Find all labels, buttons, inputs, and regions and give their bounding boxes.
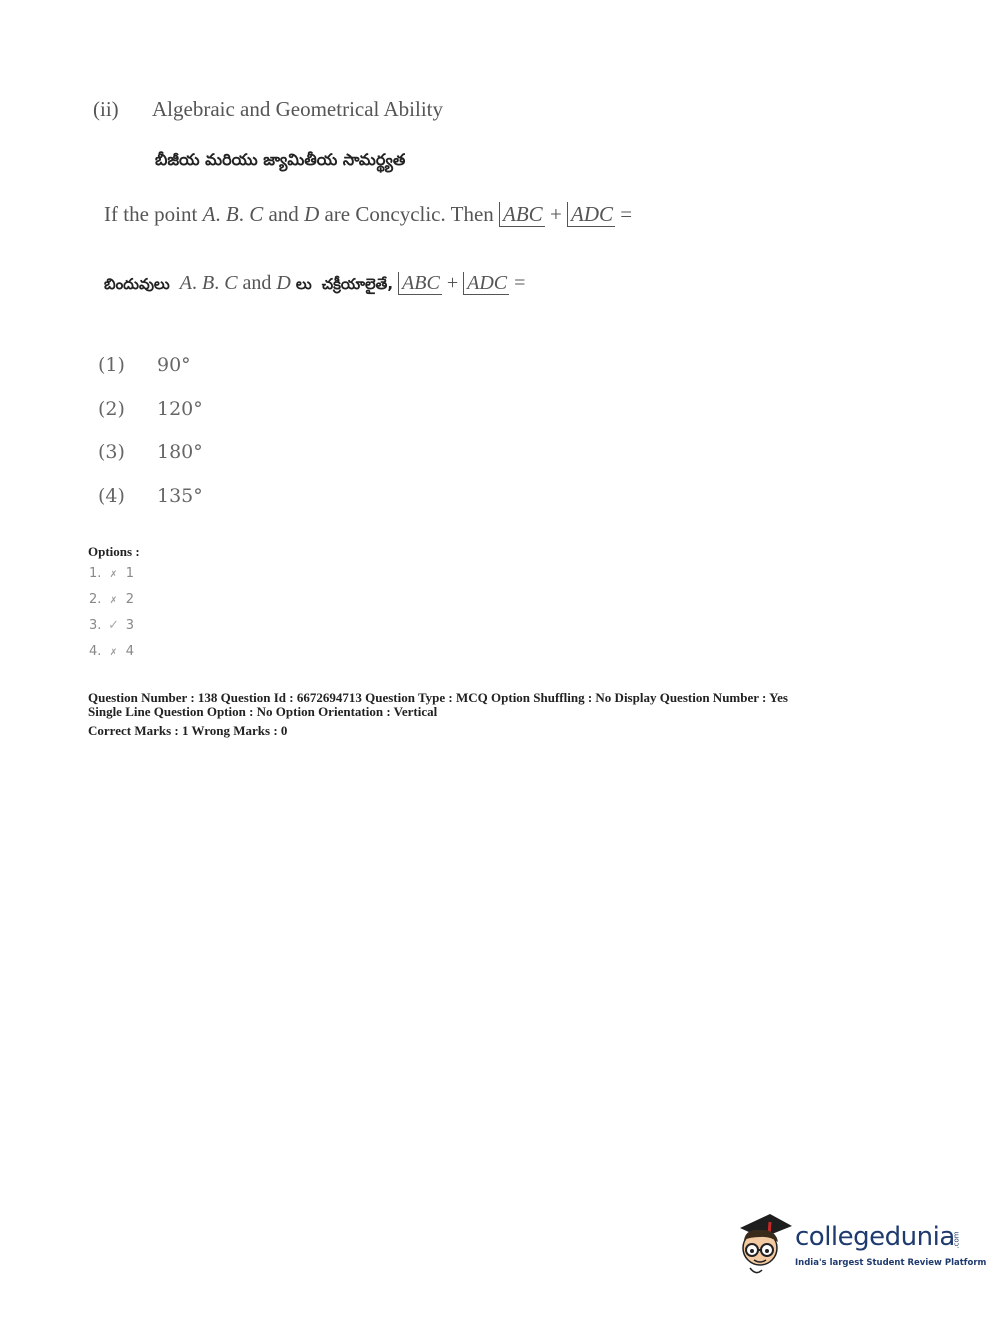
angle-adc-telugu: ADC xyxy=(463,272,509,295)
question-telugu: బిందువులు A. B. C and D లు చక్రీయాలైతే, ABC + ADC = xyxy=(104,272,526,294)
option-row-4: 4. ✗ 4 xyxy=(89,644,134,659)
angle-abc-telugu: ABC xyxy=(398,272,442,295)
option-row-2: 2. ✗ 2 xyxy=(89,592,134,607)
cross-icon: ✗ xyxy=(109,596,118,606)
choice-2-number: (2) xyxy=(98,398,125,420)
logo-suffix: .com xyxy=(952,1231,961,1249)
question-meta-line1: Question Number : 138 Question Id : 6672694713 Question Type : MCQ Option Shuffling : No Display Question Number : Yes xyxy=(88,690,788,705)
option-row-3: 3. ✓ 3 xyxy=(89,618,134,633)
section-title: Algebraic and Geometrical Ability xyxy=(152,97,443,121)
option-row-1: 1. ✗ 1 xyxy=(89,566,134,581)
angle-adc: ADC xyxy=(567,202,615,227)
student-mascot-icon xyxy=(736,1210,794,1282)
logo-tagline: India's largest Student Review Platform xyxy=(795,1258,987,1268)
choice-1-value: 90° xyxy=(157,354,191,376)
options-label: Options : xyxy=(88,544,140,559)
cross-icon: ✗ xyxy=(109,648,118,658)
question-meta-line2: Single Line Question Option : No Option Orientation : Vertical xyxy=(88,704,438,719)
choice-4-number: (4) xyxy=(98,485,125,507)
choice-2-value: 120° xyxy=(157,398,203,420)
angle-abc: ABC xyxy=(499,202,545,227)
choice-4-value: 135° xyxy=(157,485,203,507)
cross-icon: ✗ xyxy=(109,570,118,580)
choice-3-value: 180° xyxy=(157,441,203,463)
section-number: (ii) xyxy=(93,97,119,121)
check-icon: ✓ xyxy=(108,618,119,633)
choice-1-number: (1) xyxy=(98,354,125,376)
section-title-telugu: బీజీయ మరియు జ్యామితీయ సామర్థ్యత xyxy=(155,150,406,169)
question-english: If the point A. B. C and D are Concyclic. Then ABC + ADC = xyxy=(104,202,633,226)
choice-3-number: (3) xyxy=(98,441,125,463)
logo-wordmark: collegedunia xyxy=(795,1222,955,1252)
question-meta-line3: Correct Marks : 1 Wrong Marks : 0 xyxy=(88,723,288,738)
